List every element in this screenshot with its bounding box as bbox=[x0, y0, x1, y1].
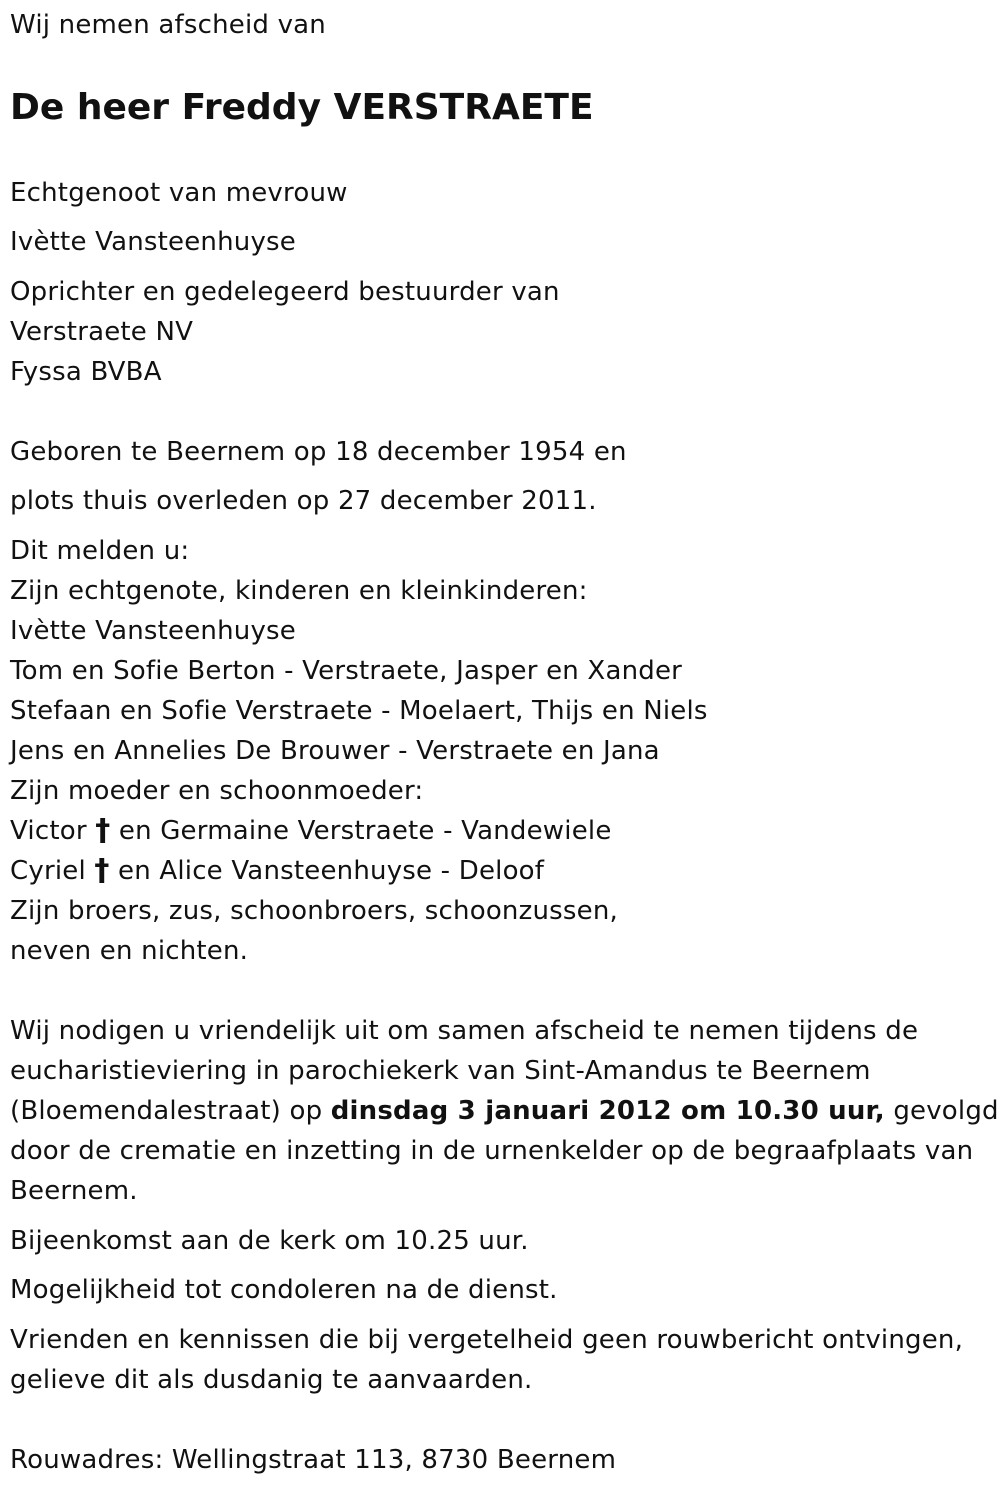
parents-line-1 bbox=[10, 814, 612, 848]
died-text: plots thuis overleden op 27 december 2011. bbox=[10, 486, 597, 516]
invite-line-4: door de crematie en inzetting in de urnenkelder op de begraafplaats van bbox=[10, 1136, 974, 1166]
parent-rest: en Alice Vansteenhuyse - Deloof bbox=[118, 856, 545, 886]
cross-icon: † bbox=[95, 813, 111, 848]
parent-name: Cyriel bbox=[10, 856, 86, 886]
invite-line-1: Wij nodigen u vriendelijk uit om samen afscheid te nemen tijdens de bbox=[10, 1016, 919, 1046]
parent-rest: en Germaine Verstraete - Vandewiele bbox=[118, 816, 612, 846]
page-title: De heer Freddy VERSTRAETE bbox=[10, 87, 594, 128]
family-member: Jens en Annelies De Brouwer - Verstraete en Jana bbox=[10, 736, 660, 766]
friends-line-1: Vrienden en kennissen die bij vergetelheid geen rouwbericht ontvingen, bbox=[10, 1325, 964, 1355]
relatives-line-2: neven en nichten. bbox=[10, 936, 249, 966]
service-datetime: dinsdag 3 januari 2012 om 10.30 uur, bbox=[330, 1096, 885, 1126]
relatives-line-1: Zijn broers, zus, schoonbroers, schoonzussen, bbox=[10, 896, 618, 926]
invite-line-5: Beernem. bbox=[10, 1176, 138, 1206]
family-label: Zijn echtgenote, kinderen en kleinkinderen: bbox=[10, 576, 588, 606]
announce-text: Dit melden u: bbox=[10, 536, 190, 566]
condolence-text: Mogelijkheid tot condoleren na de dienst. bbox=[10, 1275, 558, 1305]
friends-line-2: gelieve dit als dusdanig te aanvaarden. bbox=[10, 1365, 533, 1395]
company-2: Fyssa BVBA bbox=[10, 357, 162, 387]
family-member: Tom en Sofie Berton - Verstraete, Jasper en Xander bbox=[10, 656, 683, 686]
founder-label: Oprichter en gedelegeerd bestuurder van bbox=[10, 277, 560, 307]
invite-line-3 bbox=[10, 1094, 999, 1128]
invite-pre: (Bloemendalestraat) op bbox=[10, 1096, 323, 1126]
born-text: Geboren te Beernem op 18 december 1954 en bbox=[10, 437, 627, 467]
family-member: Stefaan en Sofie Verstraete - Moelaert, Thijs en Niels bbox=[10, 696, 708, 726]
intro-text: Wij nemen afscheid van bbox=[10, 10, 326, 40]
mother-label: Zijn moeder en schoonmoeder: bbox=[10, 776, 424, 806]
gathering-text: Bijeenkomst aan de kerk om 10.25 uur. bbox=[10, 1226, 529, 1256]
cross-icon: † bbox=[94, 853, 110, 888]
invite-post: gevolgd bbox=[893, 1096, 999, 1126]
spouse-name: Ivètte Vansteenhuyse bbox=[10, 227, 296, 257]
spouse-label: Echtgenoot van mevrouw bbox=[10, 178, 348, 208]
address-text: Rouwadres: Wellingstraat 113, 8730 Beernem bbox=[10, 1445, 617, 1475]
family-member: Ivètte Vansteenhuyse bbox=[10, 616, 296, 646]
company-1: Verstraete NV bbox=[10, 317, 194, 347]
parents-line-2 bbox=[10, 854, 544, 888]
parent-name: Victor bbox=[10, 816, 87, 846]
invite-line-2: eucharistieviering in parochiekerk van Sint-Amandus te Beernem bbox=[10, 1056, 871, 1086]
